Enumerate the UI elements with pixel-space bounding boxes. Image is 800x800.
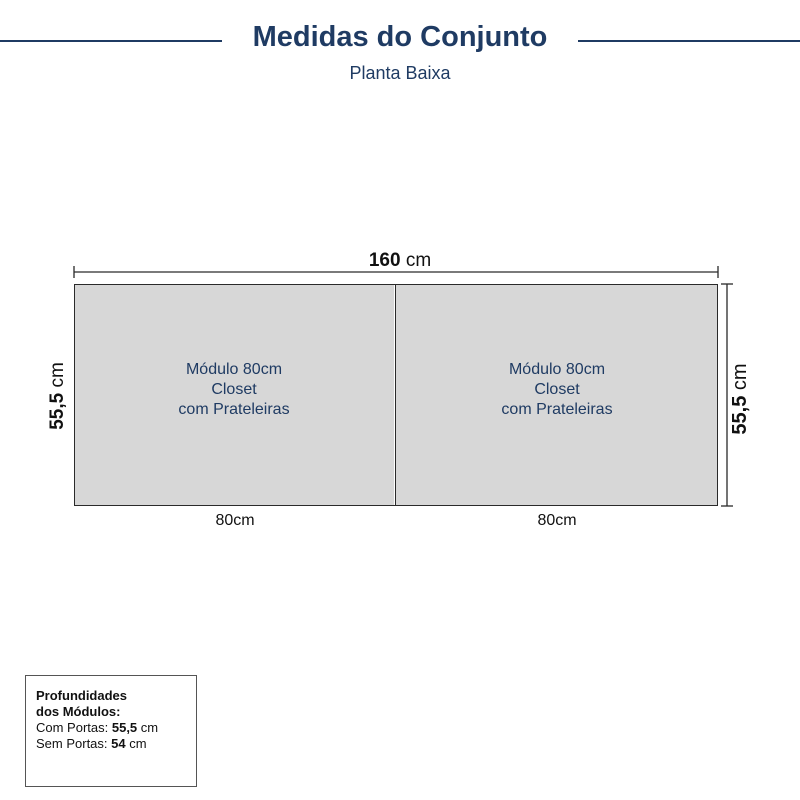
module-left-width-label: 80cm (215, 512, 255, 529)
module-right-line2: Closet (534, 381, 580, 398)
depth-right-unit: cm (729, 363, 751, 396)
module-right-line1: Módulo 80cm (508, 361, 606, 378)
depth-right-value: 55,5 (729, 395, 751, 435)
module-left-label (74, 360, 394, 420)
info-with-doors-unit: cm (137, 720, 159, 735)
module-left-line2: Closet (211, 381, 257, 398)
info-with-doors-label: Com Portas: (36, 720, 112, 735)
module-left-line3: com Prateleiras (178, 401, 290, 418)
info-heading-line1: Profundidades (36, 688, 128, 703)
module-right-width-label: 80cm (537, 512, 577, 529)
depth-info-box (25, 675, 197, 787)
module-left (74, 284, 394, 506)
info-without-doors-label: Sem Portas: (36, 736, 112, 751)
depth-right-label (727, 349, 753, 449)
info-with-doors (36, 720, 196, 736)
info-heading-line2: dos Módulos: (36, 704, 121, 719)
info-without-doors (36, 736, 196, 752)
total-width-unit: cm (400, 250, 432, 271)
module-right-line3: com Prateleiras (501, 401, 613, 418)
info-without-doors-unit: cm (125, 736, 147, 751)
page-title: Medidas do Conjunto (252, 21, 548, 53)
depth-left-value: 55,5 (47, 392, 68, 430)
module-left-line1: Módulo 80cm (185, 361, 283, 378)
module-right-label (396, 360, 718, 420)
info-without-doors-value: 54 (111, 736, 126, 751)
module-divider (395, 284, 396, 506)
module-right (396, 284, 718, 506)
info-with-doors-value: 55,5 (111, 720, 138, 735)
total-width-value: 160 (368, 250, 401, 271)
depth-left-unit: cm (47, 362, 68, 393)
total-width-label (0, 250, 800, 272)
page-subtitle: Planta Baixa (349, 63, 451, 83)
depth-left-label (46, 346, 70, 446)
